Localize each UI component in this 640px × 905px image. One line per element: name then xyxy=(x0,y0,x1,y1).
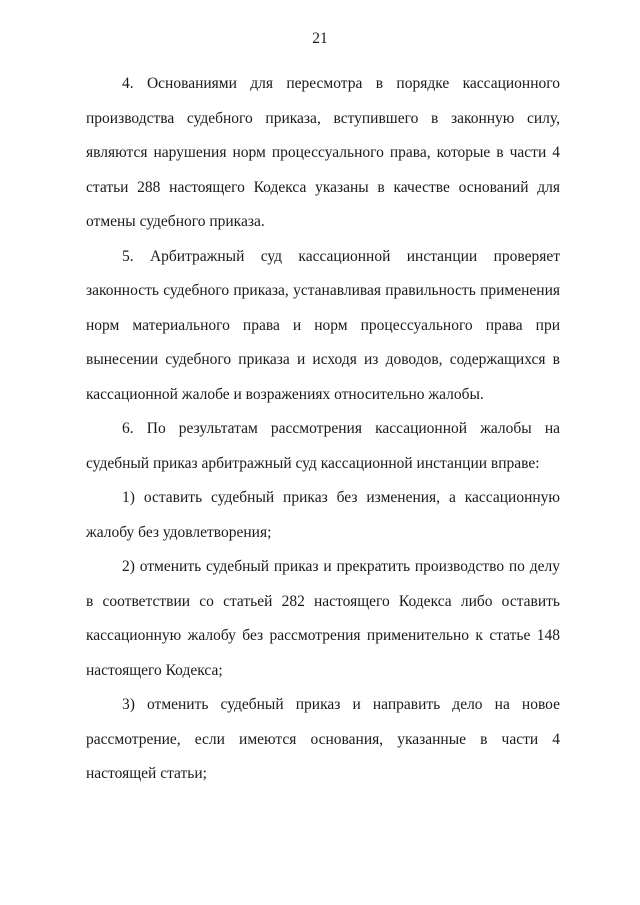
paragraph-part-4: 4. Основаниями для пересмотра в порядке кассационного производства судебного приказа, вступившего в законную силу, являются нарушения норм процессуального права, которые в части 4 статьи 288 настоящего Кодекса указаны в качестве оснований для отмены судебного приказа. xyxy=(86,75,560,230)
page-number: 21 xyxy=(312,30,328,47)
paragraph-part-6: 6. По результатам рассмотрения кассационной жалобы на судебный приказ арбитражный суд кассационной инстанции вправе: xyxy=(86,420,560,472)
document-body xyxy=(86,67,560,792)
list-item-3: 3) отменить судебный приказ и направить дело на новое рассмотрение, если имеются основания, указанные в части 4 настоящей статьи; xyxy=(86,696,560,782)
list-item-1: 1) оставить судебный приказ без изменения, а кассационную жалобу без удовлетворения; xyxy=(86,489,560,541)
list-item-2: 2) отменить судебный приказ и прекратить производство по делу в соответствии со статьей 282 настоящего Кодекса либо оставить кассационную жалобу без рассмотрения применительно к статье 148 настоящего Кодекса; xyxy=(86,558,560,679)
paragraph-part-5: 5. Арбитражный суд кассационной инстанции проверяет законность судебного приказа, устанавливая правильность применения норм материального права и норм процессуального права при вынесении судебного приказа и исходя из доводов, содержащихся в кассационной жалобе и возражениях относительно жалобы. xyxy=(86,247,560,403)
